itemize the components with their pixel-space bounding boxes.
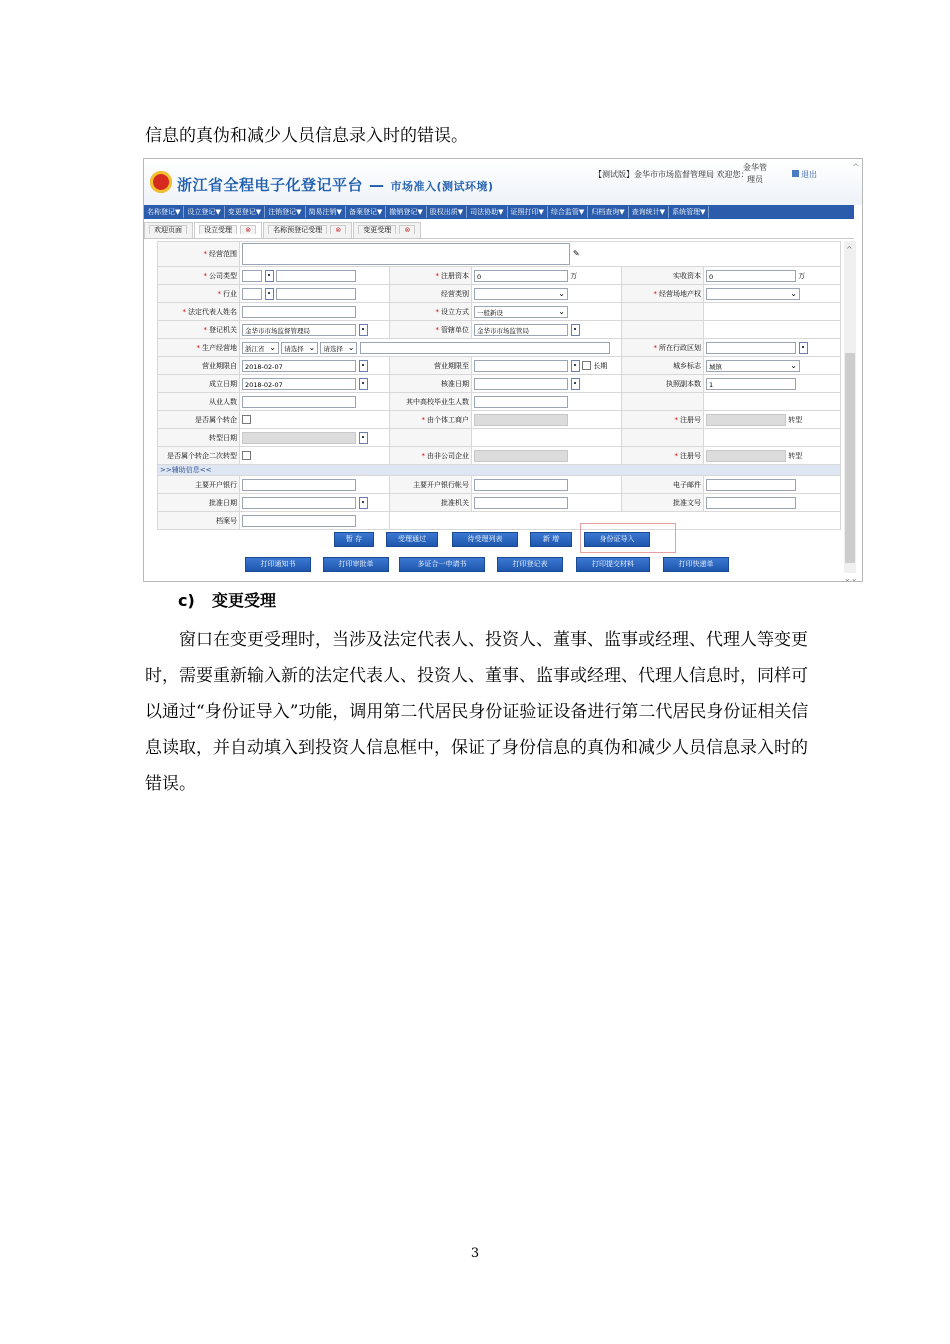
label-scope: * 经营范围: [158, 242, 240, 267]
bank-input[interactable]: [242, 479, 356, 491]
reg-no-cell: [704, 411, 841, 429]
approve-date-cell: [240, 494, 390, 512]
reg-authority-cell: [240, 321, 390, 339]
label-conversion-date: 转型日期: [158, 429, 240, 447]
menu-item[interactable]: 变更登记▼: [225, 206, 265, 218]
label-is-second-conversion: 是否属个转企二次转型: [158, 447, 240, 465]
employees-input[interactable]: [242, 396, 356, 408]
menu-item[interactable]: 简易注销▼: [306, 206, 346, 218]
menu-item[interactable]: 设立登记▼: [184, 206, 224, 218]
urban-rural-cell: [704, 357, 841, 375]
calendar-icon[interactable]: [359, 497, 368, 509]
menu-item[interactable]: 名称登记▼: [144, 206, 184, 218]
label-archive-no: 档案号: [158, 512, 240, 530]
industry-code[interactable]: [242, 288, 262, 300]
top-paragraph: 信息的真伪和减少人员信息录入时的错误。: [145, 126, 468, 146]
copies-cell: [704, 375, 841, 393]
approve-doc-cell: [704, 494, 841, 512]
long-term-checkbox[interactable]: [582, 361, 591, 370]
archive-no-input[interactable]: [242, 515, 356, 527]
scrollbar-thumb[interactable]: [845, 353, 855, 563]
company-type-input[interactable]: [276, 270, 356, 282]
reg-no-2-input: [706, 450, 786, 462]
label-district: * 所在行政区划: [622, 339, 704, 357]
pending-list-button[interactable]: 待受理列表: [452, 532, 518, 547]
tab-name-prereg[interactable]: [263, 222, 352, 238]
print-express-button[interactable]: 打印快递单: [663, 557, 729, 572]
tab-bar: [144, 222, 854, 239]
national-emblem-icon: [150, 171, 172, 193]
tab-change[interactable]: [353, 222, 421, 238]
label-employees: 从业人数: [158, 393, 240, 411]
from-individual-cell: [472, 411, 622, 429]
menu-item[interactable]: 综合监管▼: [548, 206, 588, 218]
grad-founders-cell: [472, 393, 622, 411]
label-grad-founders: 其中高校毕业生人数: [390, 393, 472, 411]
bank-account-cell: [472, 476, 622, 494]
is-second-conversion-checkbox[interactable]: [242, 451, 251, 460]
employees-cell: [240, 393, 390, 411]
reg-capital-cell: [472, 267, 622, 285]
label-paid-capital: 实收资本: [622, 267, 704, 285]
established-input[interactable]: 2018-02-07: [242, 378, 356, 390]
logout-label: 退出: [801, 170, 817, 179]
calendar-icon[interactable]: [571, 360, 580, 372]
conversion-tag: 转型: [788, 451, 803, 460]
term-to-input[interactable]: [474, 360, 568, 372]
tab-setup[interactable]: [194, 222, 262, 238]
reg-capital-input[interactable]: 0: [474, 270, 568, 282]
industry-input[interactable]: [276, 288, 356, 300]
close-icon[interactable]: ⊗: [399, 225, 415, 234]
approve-org-input[interactable]: [474, 497, 568, 509]
address-detail-input[interactable]: [360, 342, 610, 354]
from-non-company-cell: [472, 447, 622, 465]
city-select[interactable]: 请选择 ⌄: [281, 342, 318, 354]
empty-cell: [622, 393, 704, 411]
email-cell: [704, 476, 841, 494]
label-term-to: 营业期限至: [390, 357, 472, 375]
picker-icon[interactable]: [571, 324, 580, 336]
approve-org-cell: [472, 494, 622, 512]
label-term-from: 营业期限自: [158, 357, 240, 375]
company-type-code[interactable]: [242, 270, 262, 282]
conversion-date-input: [242, 432, 356, 444]
calendar-icon[interactable]: [571, 378, 580, 390]
company-type-cell: [240, 267, 390, 285]
menu-item[interactable]: 系统管理▼: [669, 206, 709, 218]
label-copies: 执照副本数: [622, 375, 704, 393]
label-reg-authority: * 登记机关: [158, 321, 240, 339]
premises-right-cell: [704, 285, 841, 303]
print-application-button[interactable]: 多证合一申请书: [399, 557, 485, 572]
copies-input[interactable]: 1: [706, 378, 796, 390]
empty-cell: [622, 429, 704, 447]
email-input[interactable]: [706, 479, 796, 491]
reg-no-2-cell: [704, 447, 841, 465]
industry-cell: [240, 285, 390, 303]
print-approval-button[interactable]: 打印审批单: [323, 557, 389, 572]
menu-item[interactable]: 证照打印▼: [508, 206, 548, 218]
picker-icon[interactable]: [265, 288, 274, 300]
menu-item[interactable]: 查询统计▼: [629, 206, 669, 218]
is-second-conversion-cell: [240, 447, 390, 465]
logo-sub-text: 市场准入(测试环境): [390, 180, 494, 193]
label-approve-doc: 批准文号: [622, 494, 704, 512]
vertical-scrollbar[interactable]: [844, 241, 858, 582]
conversion-tag: 转型: [788, 415, 803, 424]
district-cell: [704, 339, 841, 357]
label-established: 成立日期: [158, 375, 240, 393]
menu-item[interactable]: 归档查询▼: [588, 206, 628, 218]
body-paragraph: 窗口在变更受理时，当涉及法定代表人、投资人、董事、监事或经理、代理人等变更时，需要重新输入新的法定代表人、投资人、董事、监事或经理、代理人信息时，同样可以通过“身份证导入”功能，调用第二代居民身份证验证设备进行第二代居民身份证相关信息读取，并自动填入到投资人信息框中，保证了身份信息的真伪和减少人员信息录入时的错误。: [145, 630, 809, 794]
empty-cell: [704, 321, 841, 339]
empty-cell: [622, 303, 704, 321]
label-email: 电子邮件: [622, 476, 704, 494]
label-bank: 主要开户银行: [158, 476, 240, 494]
new-button[interactable]: 新 增: [530, 532, 572, 547]
scroll-down-icon[interactable]: ⌄⌄: [844, 574, 858, 582]
label-is-conversion: 是否属个转企: [158, 411, 240, 429]
label-biz-address: * 生产经营地: [158, 339, 240, 357]
calendar-icon[interactable]: [359, 360, 368, 372]
label-setup-method: * 设立方式: [390, 303, 472, 321]
accept-button[interactable]: 受理通过: [386, 532, 438, 547]
registration-form: [157, 241, 841, 530]
label-reg-no-2: * 注册号: [622, 447, 704, 465]
edit-icon[interactable]: ✎: [573, 249, 580, 258]
legal-rep-input[interactable]: [242, 306, 356, 318]
logo-dash: —: [369, 176, 385, 194]
label-approve-date: 批准日期: [158, 494, 240, 512]
platform-header: [144, 159, 862, 205]
is-conversion-cell: [240, 411, 390, 429]
setup-method-cell: [472, 303, 622, 321]
admin-unit-input[interactable]: 金华市市场监管局: [474, 324, 568, 336]
is-conversion-checkbox[interactable]: [242, 415, 251, 424]
paid-capital-input[interactable]: 0: [706, 270, 796, 282]
reg-capital-unit: 万: [570, 271, 578, 280]
premises-right-select[interactable]: [706, 288, 800, 300]
menu-item[interactable]: 司法协助▼: [467, 206, 507, 218]
label-legal-rep: * 法定代表人姓名: [158, 303, 240, 321]
calendar-icon[interactable]: [359, 432, 368, 444]
from-individual-input: [474, 414, 568, 426]
empty-cell: [390, 429, 472, 447]
legal-rep-cell: [240, 303, 390, 321]
menu-item[interactable]: 注销登记▼: [265, 206, 305, 218]
empty-cell: [704, 429, 841, 447]
tab-label: 设立受理: [199, 225, 237, 234]
scroll-up-icon[interactable]: ^: [846, 245, 853, 254]
paid-capital-unit: 万: [798, 271, 806, 280]
bank-cell: [240, 476, 390, 494]
empty-cell: [622, 321, 704, 339]
print-notice-button[interactable]: 打印通知书: [245, 557, 311, 572]
logout-icon: [792, 170, 799, 177]
approve-date-input[interactable]: [242, 497, 356, 509]
empty-cell: [704, 393, 841, 411]
biz-category-select[interactable]: [474, 288, 568, 300]
bank-account-input[interactable]: [474, 479, 568, 491]
established-cell: [240, 375, 390, 393]
grad-founders-input[interactable]: [474, 396, 568, 408]
from-non-company-input: [474, 450, 568, 462]
empty-cell: [472, 429, 622, 447]
scope-textarea[interactable]: [242, 243, 570, 265]
header-user: 金华管理员: [743, 163, 767, 184]
menu-item[interactable]: 备案登记▼: [346, 206, 386, 218]
label-approve-org: 批准机关: [390, 494, 472, 512]
archive-no-cell: [240, 512, 390, 530]
section-heading: [178, 588, 276, 611]
label-reg-no: * 注册号: [622, 411, 704, 429]
id-card-import-button[interactable]: 身份证导入: [584, 532, 650, 547]
term-from-input[interactable]: 2018-02-07: [242, 360, 356, 372]
county-select[interactable]: 请选择 ⌄: [320, 342, 357, 354]
tab-label: 名称预登记受理: [268, 225, 327, 234]
print-materials-button[interactable]: 打印提交材料: [576, 557, 650, 572]
tab-label: 欢迎页面: [149, 225, 187, 234]
header-info: 【测试版】金华市市场监督管理局 欢迎您：: [594, 170, 749, 179]
paid-capital-cell: [704, 267, 841, 285]
save-draft-button[interactable]: 暂 存: [334, 532, 374, 547]
admin-unit-cell: [472, 321, 622, 339]
section-letter: c): [178, 591, 195, 610]
close-icon[interactable]: ⊗: [330, 225, 346, 234]
picker-icon[interactable]: [265, 270, 274, 282]
picker-icon[interactable]: [359, 324, 368, 336]
label-urban-rural: 城乡标志: [622, 357, 704, 375]
print-reg-form-button[interactable]: 打印登记表: [497, 557, 563, 572]
label-admin-unit: * 管辖单位: [390, 321, 472, 339]
biz-address-cell: [240, 339, 622, 357]
logout-link[interactable]: [792, 169, 817, 180]
conversion-date-cell: [240, 429, 390, 447]
label-company-type: * 公司类型: [158, 267, 240, 285]
label-reg-capital: * 注册资本: [390, 267, 472, 285]
setup-method-select[interactable]: 一般新设 ⌄: [474, 306, 568, 318]
term-to-cell: [472, 357, 622, 375]
platform-logo: [177, 174, 494, 195]
biz-category-cell: [472, 285, 622, 303]
section-title: 变更受理: [212, 591, 277, 610]
page-number: 3: [470, 1246, 480, 1261]
district-input[interactable]: [706, 342, 796, 354]
label-premises-right: * 经营场地产权: [622, 285, 704, 303]
scope-cell: [240, 242, 841, 267]
close-icon[interactable]: ⊗: [240, 225, 256, 234]
main-menu: [144, 205, 854, 219]
approval-date-cell: [472, 375, 622, 393]
approve-doc-input[interactable]: [706, 497, 796, 509]
menu-item[interactable]: 撤销登记▼: [386, 206, 426, 218]
aux-info-toggle[interactable]: >>辅助信息<<: [158, 465, 841, 476]
picker-icon[interactable]: [799, 342, 808, 354]
label-from-individual: * 由个体工商户: [390, 411, 472, 429]
term-from-cell: [240, 357, 390, 375]
tab-label: 变更受理: [358, 225, 396, 234]
approval-date-input[interactable]: [474, 378, 568, 390]
empty-cell: [704, 303, 841, 321]
label-industry: * 行业: [158, 285, 240, 303]
chevron-up-icon[interactable]: ^: [852, 163, 860, 173]
province-select[interactable]: 浙江省 ⌄: [242, 342, 279, 354]
label-bank-account: 主要开户银行帐号: [390, 476, 472, 494]
label-approval-date: 核准日期: [390, 375, 472, 393]
reg-authority-input[interactable]: 金华市市场监督管理局: [242, 324, 356, 336]
tab-welcome[interactable]: [144, 222, 193, 238]
label-biz-category: 经营类别: [390, 285, 472, 303]
label-from-non-company: * 由非公司企业: [390, 447, 472, 465]
logo-main-text: 浙江省全程电子化登记平台: [177, 176, 364, 194]
urban-rural-select[interactable]: 城镇 ⌄: [706, 360, 800, 372]
long-term-label: 长期: [593, 361, 608, 370]
platform-screenshot: [143, 158, 863, 582]
calendar-icon[interactable]: [359, 378, 368, 390]
menu-item[interactable]: 股权出质▼: [427, 206, 467, 218]
reg-no-input: [706, 414, 786, 426]
